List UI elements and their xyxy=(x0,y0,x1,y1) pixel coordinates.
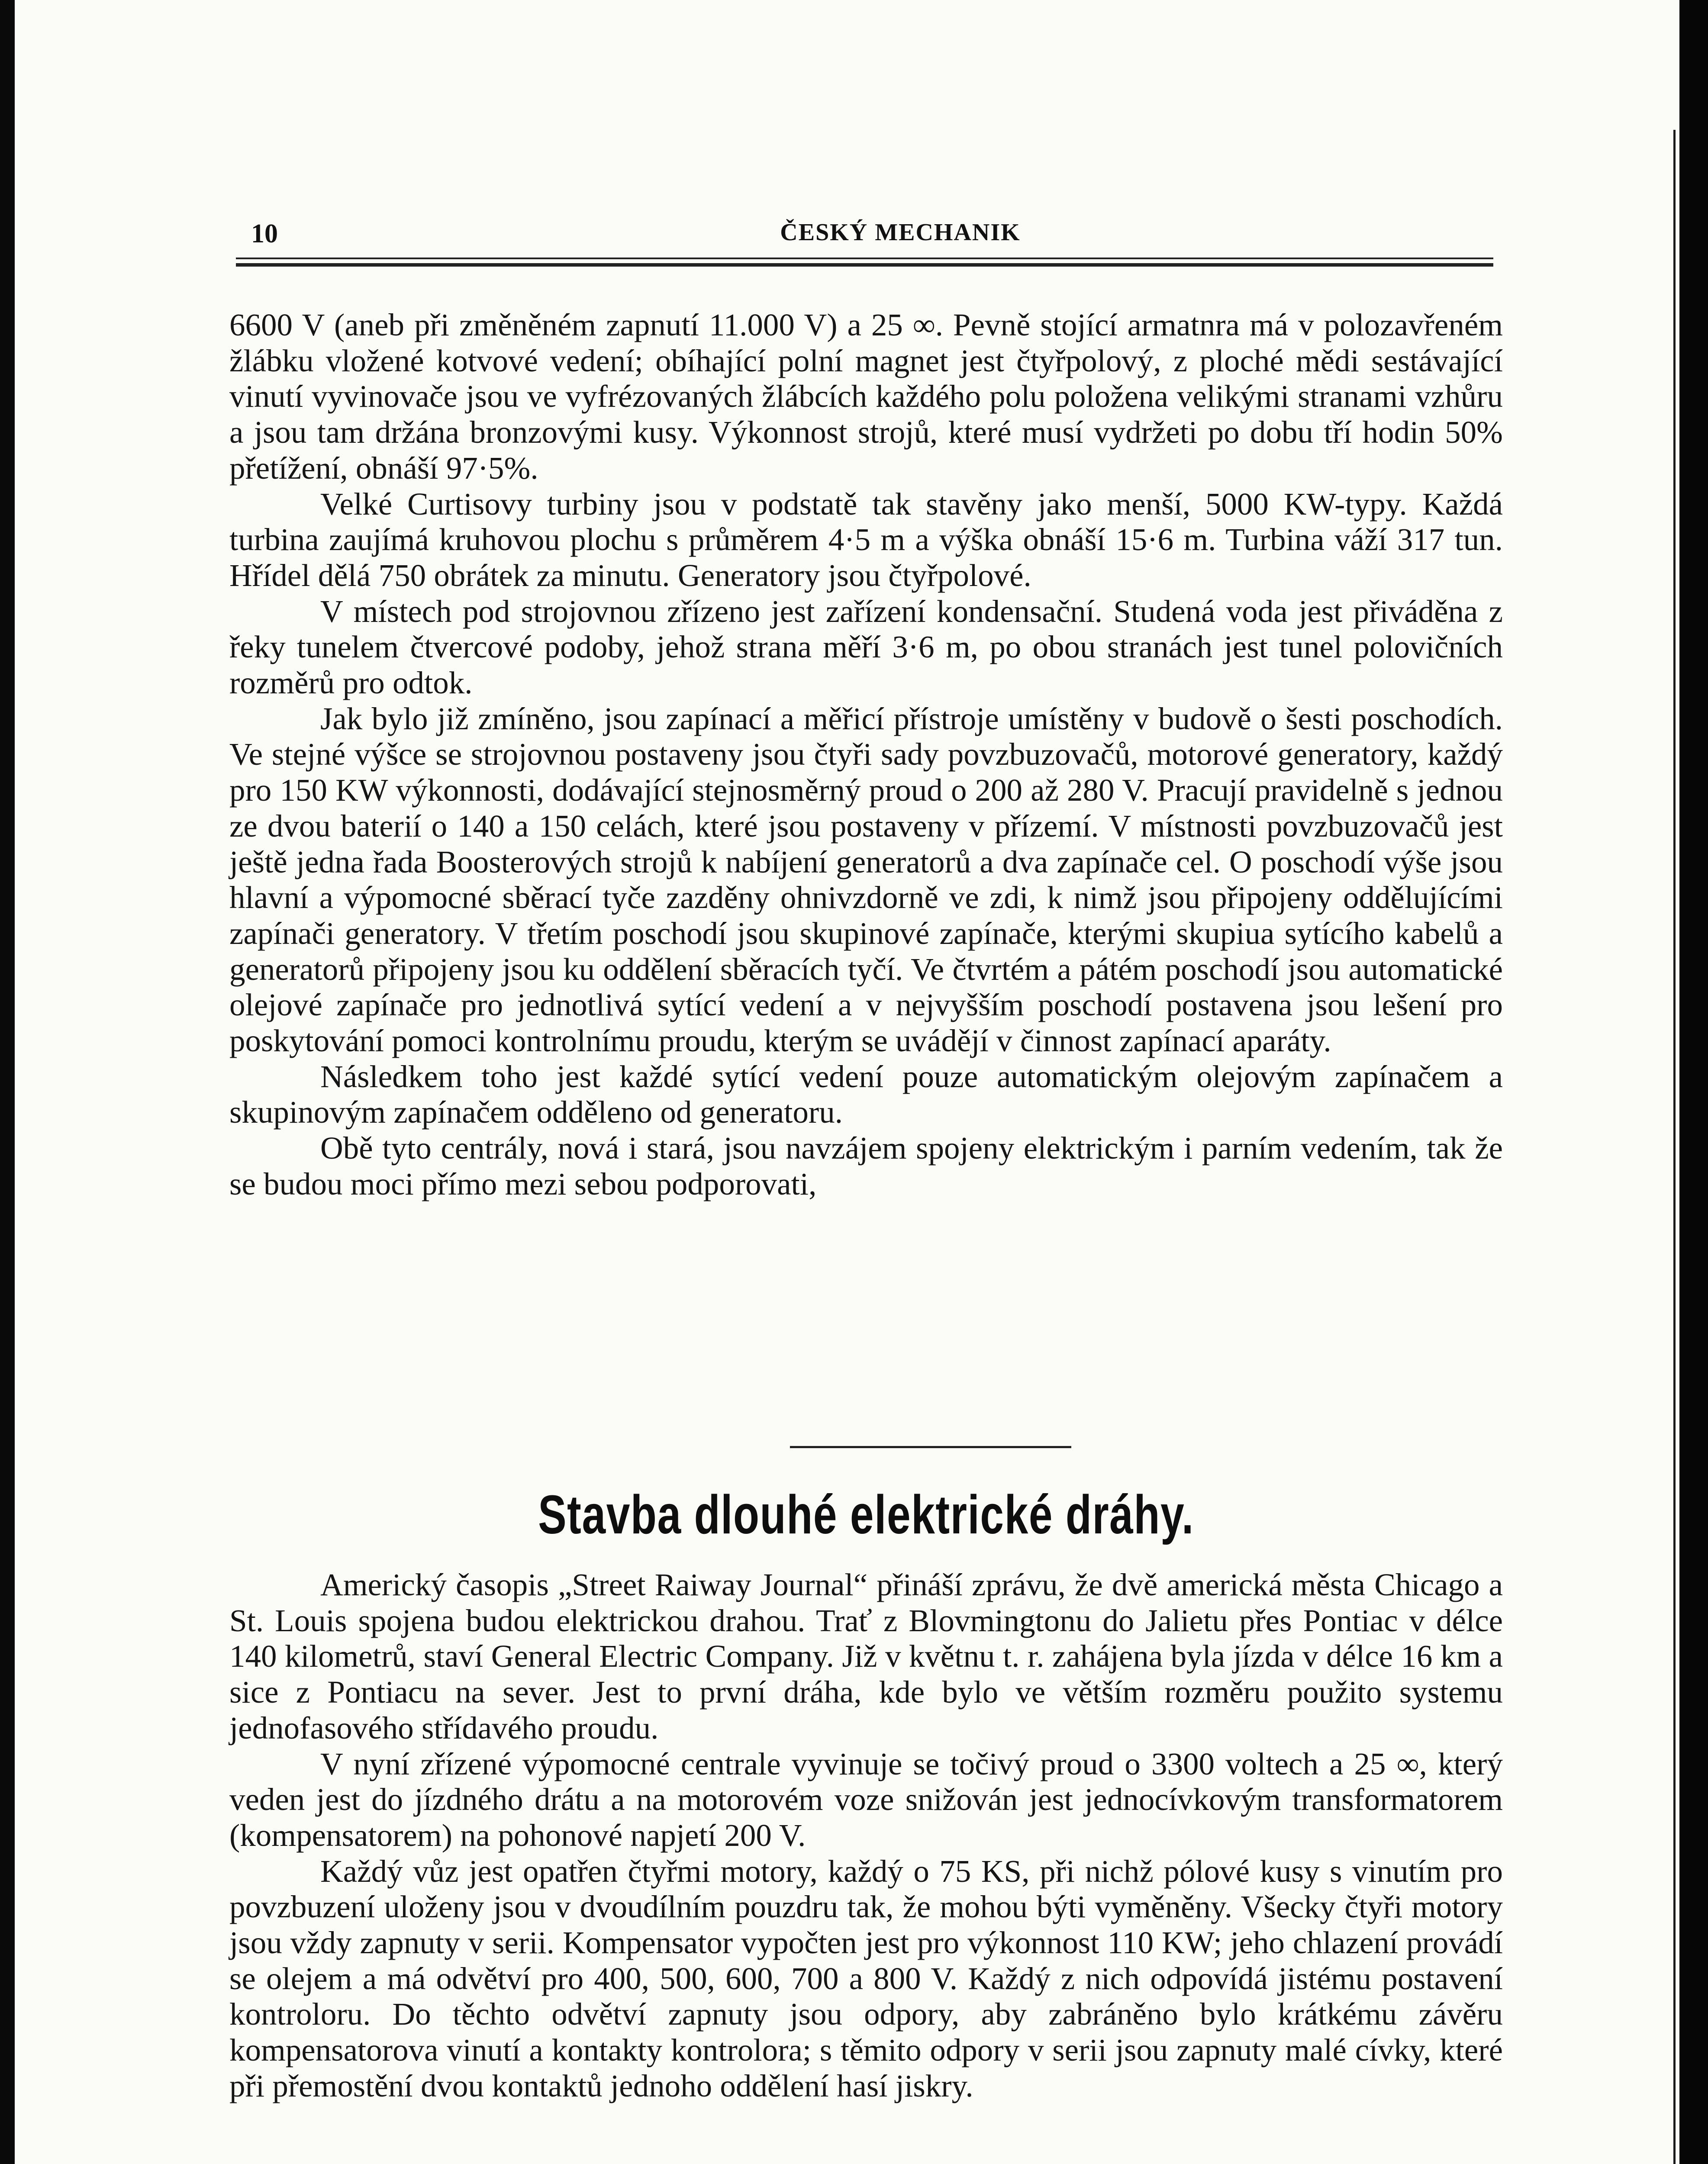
paragraph: V místech pod strojovnou zřízeno jest zařízení kondensační. Studená voda jest přiváděna z řeky tunelem čtvercové podoby, jehož strana měří 3·6 m, po obou stranách jest tunel polovičních rozměrů pro odtok. xyxy=(229,593,1503,701)
section-divider xyxy=(790,1446,1071,1448)
paragraph: Velké Curtisovy turbiny jsou v podstatě tak stavěny jako menší, 5000 KW-typy. Každá turbina zaujímá kruhovou plochu s průměrem 4·5 m a výška obnáší 15·6 m. Turbina váží 317 tun. Hřídel dělá 750 obrátek za minutu. Generatory jsou čtyřpolové. xyxy=(229,486,1503,593)
article-title: Stavba dlouhé elektrické dráhy. xyxy=(538,1484,1194,1545)
paragraph: V nyní zřízené výpomocné centrale vyvinuje se točivý proud o 3300 voltech a 25 ∞, který veden jest do jízdného drátu a na motorovém voze snižován jest jednocívkovým transformatorem (kompensatorem) na pohonové napjetí 200 V. xyxy=(229,1746,1503,1853)
article-body xyxy=(229,1567,1503,2104)
page-header xyxy=(251,219,1498,258)
paragraph: Jak bylo již zmíněno, jsou zapínací a měřicí přístroje umístěny v budově o šesti poschodích. Ve stejné výšce se strojovnou postaveny jsou čtyři sady povzbuzovačů, motorové generatory, každý pro 150 KW výkonnosti, dodávající stejnosměrný proud o 200 až 280 V. Pracují pravidelně s jednou ze dvou baterií o 140 a 150 celách, které jsou postaveny v přízemí. V místnosti povzbuzovačů jest ještě jedna řada Boosterových strojů k nabíjení generatorů a dva zapínače cel. O poschodí výše jsou hlavní a výpomocné sběrací tyče zazděny ohnivzdorně ve zdi, k nimž jsou připojeny oddělujícími zapínači generatory. V třetím poschodí jsou skupinové zapínače, kterými skupiua sytícího kabelů a generatorů připojeny jsou ku oddělení sběracích tyčí. Ve čtvrtém a pátém poschodí jsou automatické olejové zapínače pro jednotlivá sytící vedení a v nejvyšším poschodí postavena jsou lešení pro poskytování pomoci kontrolnímu proudu, kterým se uvádějí v činnost zapínací aparáty. xyxy=(229,701,1503,1059)
header-rule-thin xyxy=(236,258,1493,259)
article-continued xyxy=(229,307,1503,1202)
paragraph: Následkem toho jest každé sytící vedení pouze automatickým olejovým zapínačem a skupinovým zapínačem odděleno od generatoru. xyxy=(229,1059,1503,1130)
page-number: 10 xyxy=(251,219,278,248)
scan-border xyxy=(1679,0,1708,2164)
paragraph: 6600 V (aneb při změněném zapnutí 11.000 V) a 25 ∞. Pevně stojící armatnra má v polozavřeném žlábku vložené kotvové vedení; obíhající polní magnet jest čtyřpolový, z ploché mědi sestávající vinutí vyvinovače jsou ve vyfrézovaných žlábcích každého polu položena velikými stranami vzhůru a jsou tam držána bronzovými kusy. Výkonnost strojů, které musí vydržeti po dobu tří hodin 50% přetížení, obnáší 97·5%. xyxy=(229,307,1503,486)
running-title: ČESKÝ MECHANIK xyxy=(780,219,1021,246)
paragraph: Americký časopis „Street Raiway Journal“ přináší zprávu, že dvě americká města Chicago a St. Louis spojena budou elektrickou drahou. Trať z Blovmingtonu do Jalietu přes Pontiac v délce 140 kilometrů, staví General Electric Company. Již v květnu t. r. zahájena byla jízda v délce 16 km a sice z Pontiacu na sever. Jest to první dráha, kde bylo ve větším rozměru použito systemu jednofasového střídavého proudu. xyxy=(229,1567,1503,1745)
header-rule-thick xyxy=(236,263,1493,267)
page-edge-line xyxy=(1673,130,1676,2164)
paragraph: Každý vůz jest opatřen čtyřmi motory, každý o 75 KS, při nichž pólové kusy s vinutím pro povzbuzení uloženy jsou v dvoudílním pouzdru tak, že mohou býti vyměněny. Všecky čtyři motory jsou vždy zapnuty v serii. Kompensator vypočten jest pro výkonnost 110 KW; jeho chlazení provádí se olejem a má odvětví pro 400, 500, 600, 700 a 800 V. Každý z nich odpovídá jistému postavení kontroloru. Do těchto odvětví zapnuty jsou odpory, aby zabráněno bylo krátkému závěru kompensatorova vinutí a kontakty kontrolora; s těmito odpory v serii jsou zapnuty malé cívky, které při přemostění dvou kontaktů jednoho oddělení hasí jiskry. xyxy=(229,1853,1503,2103)
paragraph: Obě tyto centrály, nová i stará, jsou navzájem spojeny elektrickým i parním vedením, tak že se budou moci přímo mezi sebou podporovati, xyxy=(229,1130,1503,1201)
